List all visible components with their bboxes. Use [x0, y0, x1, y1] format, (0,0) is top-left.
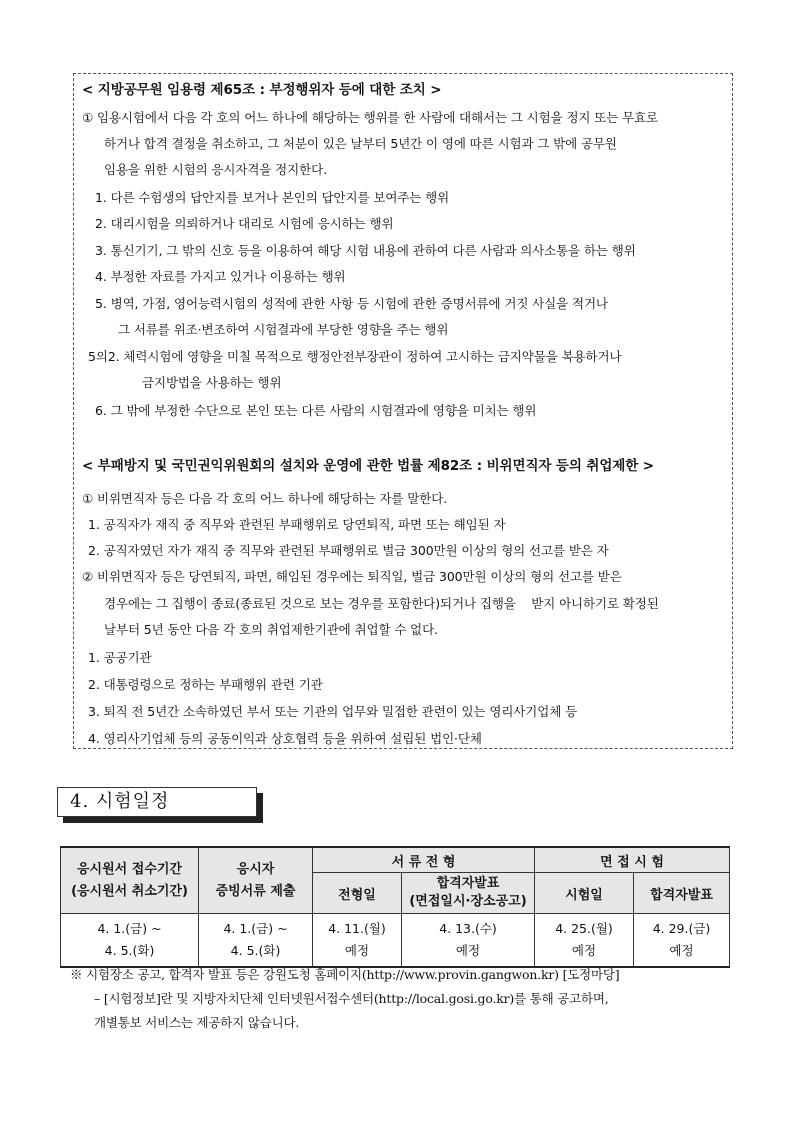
- header-final-announcement: 합격자발표: [634, 873, 730, 914]
- s1-item: 2. 대리시험을 의뢰하거나 대리로 시험에 응시하는 행위: [95, 216, 394, 231]
- s1-item: 1. 다른 수험생의 답안지를 보거나 본인의 답안지를 보여주는 행위: [95, 190, 450, 205]
- s1-item: 6. 그 밖에 부정한 수단으로 본인 또는 다른 사람의 시험결과에 영향을 미치는 행위: [95, 403, 537, 418]
- cell-text: 예정: [571, 943, 597, 958]
- s1-intro-line: 하거나 합격 결정을 취소하고, 그 처분이 있은 날부터 5년간 이 영에 따른 시험과 그 밖에 공무원: [104, 136, 617, 151]
- s2-p2-line: 날부터 5년 동안 다음 각 호의 취업제한기관에 취업할 수 없다.: [104, 622, 438, 637]
- header-application-period: [61, 847, 199, 914]
- s1-item: 5의2. 체력시험에 영향을 미칠 목적으로 행정안전부장관이 정하여 고시하는 금지약물을 복용하거나: [88, 349, 622, 364]
- cell-text: 예정: [344, 943, 370, 958]
- note-line: 개별통보 서비스는 제공하지 않습니다.: [94, 1015, 300, 1030]
- header-documents: [199, 847, 313, 914]
- table-cell: [634, 914, 730, 968]
- header-pass-announcement: [402, 873, 535, 914]
- cell-text: 4. 1.(금) ~: [97, 921, 162, 936]
- note-line: – [시험정보]란 및 지방자치단체 인터넷원서접수센터(http://local.gosi.go.kr)를 통해 공고하며,: [94, 991, 609, 1006]
- legal-provisions-box: [73, 73, 733, 749]
- header-text: (응시원서 취소기간): [71, 883, 188, 899]
- s1-intro-line: ① 임용시험에서 다음 각 호의 어느 하나에 해당하는 행위를 한 사람에 대해서는 그 시험을 정지 또는 무효로: [82, 110, 659, 125]
- header-screening-date: 전형일: [313, 873, 402, 914]
- section4-heading: [57, 787, 263, 823]
- table-cell: [402, 914, 535, 968]
- cell-text: 예정: [669, 943, 694, 958]
- header-text: 응시원서 접수기간: [77, 861, 182, 877]
- s1-item-cont: 금지방법을 사용하는 행위: [142, 375, 282, 390]
- s2-p1: ① 비위면직자 등은 다음 각 호의 어느 하나에 해당하는 자를 말한다.: [82, 491, 448, 506]
- table-cell: [313, 914, 402, 968]
- header-exam-date: 시험일: [535, 873, 634, 914]
- s2-p1-item: 1. 공직자가 재직 중 직무와 관련된 부패행위로 당연퇴직, 파면 또는 해임된 자: [88, 517, 506, 532]
- exam-schedule-table: [60, 846, 730, 968]
- note-line: ※ 시험장소 공고, 합격자 발표 등은 강원도청 홈페이지(http://www.provin.gangwon.kr) [도정마당]: [70, 967, 620, 982]
- table-cell: [199, 914, 313, 968]
- s1-item: 4. 부정한 자료를 가지고 있거나 이용하는 행위: [95, 269, 346, 284]
- cell-text: 4. 5.(화): [230, 943, 281, 958]
- header-interview: 면 접 시 험: [535, 847, 730, 873]
- s1-item: 5. 병역, 가점, 영어능력시험의 성적에 관한 사항 등 시험에 관한 증명서류에 거짓 사실을 적거나: [95, 296, 608, 311]
- table-cell: [61, 914, 199, 968]
- s1-item: 3. 통신기기, 그 밖의 신호 등을 이용하여 해당 시험 내용에 관하여 다른 사람과 의사소통을 하는 행위: [95, 243, 636, 258]
- cell-text: 4. 1.(금) ~: [223, 921, 288, 936]
- section4-title: 4. 시험일정: [57, 787, 257, 817]
- section1-title: < 지방공무원 임용령 제65조 : 부정행위자 등에 대한 조치 >: [82, 82, 442, 98]
- cell-text: 4. 13.(수): [439, 921, 497, 936]
- table-cell: [535, 914, 634, 968]
- cell-text: 예정: [455, 943, 481, 958]
- header-text: (면접일시·장소공고): [409, 894, 527, 909]
- header-text: 응시자: [236, 861, 275, 877]
- cell-text: 4. 25.(월): [555, 921, 613, 936]
- table-row: [61, 914, 730, 968]
- s1-intro-line: 임용을 위한 시험의 응시자격을 정지한다.: [104, 162, 327, 177]
- s2-p2-item: 2. 대통령령으로 정하는 부패행위 관련 기관: [88, 677, 323, 692]
- cell-text: 4. 11.(월): [328, 921, 386, 936]
- s1-item-cont: 그 서류를 위조·변조하여 시험결과에 부당한 영향을 주는 행위: [118, 322, 449, 337]
- s2-p2-item: 3. 퇴직 전 5년간 소속하였던 부서 또는 기관의 업무와 밀접한 관련이 있는 영리사기업체 등: [88, 704, 578, 719]
- s2-p2-item: 4. 영리사기업체 등의 공동이익과 상호협력 등을 위하여 설립된 법인·단체: [88, 731, 482, 746]
- section2-title: < 부패방지 및 국민권익위원회의 설치와 운영에 관한 법률 제82조 : 비위면직자 등의 취업제한 >: [82, 458, 654, 474]
- s2-p1-item: 2. 공직자였던 자가 재직 중 직무와 관련된 부패행위로 벌금 300만원 이상의 형의 선고를 받은 자: [88, 543, 609, 558]
- header-text: 증빙서류 제출: [215, 883, 296, 899]
- s2-p2-line: 경우에는 그 집행이 종료(종료된 것으로 보는 경우를 포함한다)되거나 집행을 받지 아니하기로 확정된: [104, 596, 659, 611]
- cell-text: 4. 5.(화): [104, 943, 155, 958]
- header-text: 합격자발표: [436, 876, 500, 891]
- header-document-screening: 서 류 전 형: [313, 847, 535, 873]
- s2-p2-item: 1. 공공기관: [88, 650, 152, 665]
- cell-text: 4. 29.(금): [652, 921, 711, 936]
- s2-p2-line: ② 비위면직자 등은 당연퇴직, 파면, 해임된 경우에는 퇴직일, 벌금 300만원 이상의 형의 선고를 받은: [82, 569, 622, 584]
